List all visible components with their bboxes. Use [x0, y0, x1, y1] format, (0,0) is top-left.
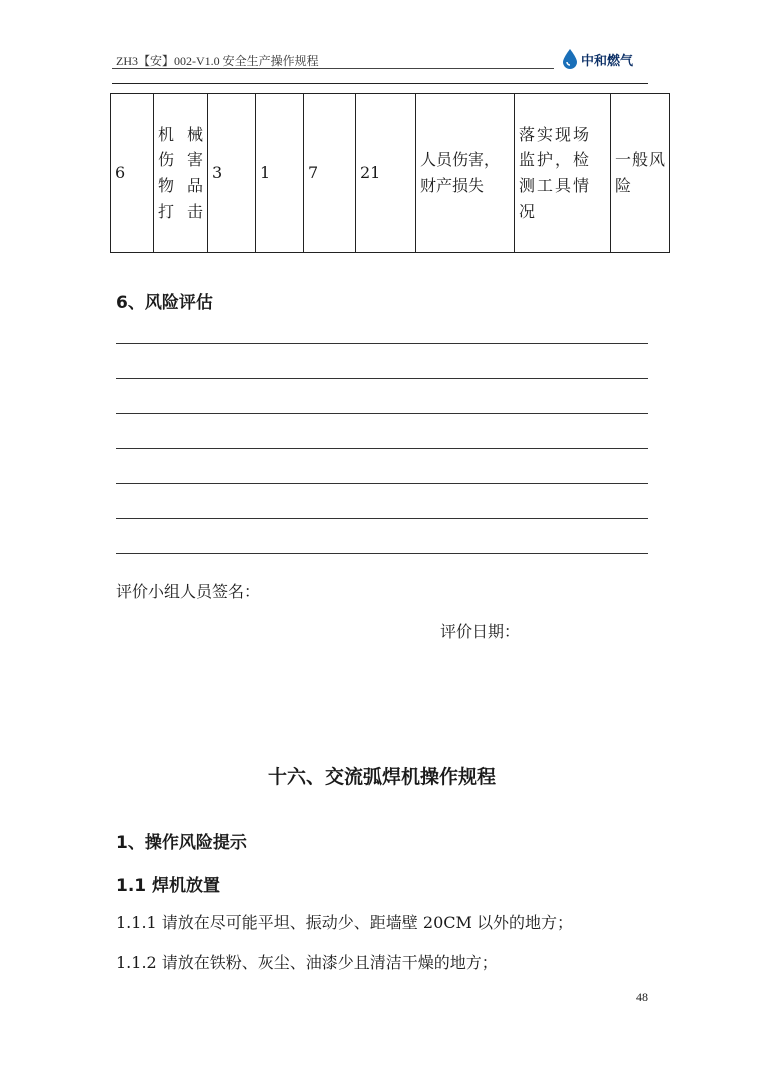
logo-text: 中和燃气: [581, 53, 634, 69]
blank-line: [116, 343, 648, 344]
company-logo: [562, 44, 654, 74]
cell-level: 一般风险: [611, 94, 670, 253]
header-rule-bottom: [112, 83, 648, 84]
water-drop-icon: [562, 48, 578, 70]
cell-c: 7: [304, 94, 356, 253]
cell-l: 3: [208, 94, 256, 253]
blank-line: [116, 553, 648, 554]
paragraph-1-1-2: 1.1.2 请放在铁粉、灰尘、油漆少且清洁干燥的地方；: [116, 953, 498, 972]
cell-e: 1: [256, 94, 304, 253]
blank-line: [116, 483, 648, 484]
table-row: [111, 94, 670, 253]
blank-line: [116, 518, 648, 519]
risk-table: [110, 93, 670, 253]
blank-line: [116, 378, 648, 379]
cell-no: 6: [111, 94, 154, 253]
page-number: 48: [636, 990, 648, 1004]
date-label: 评价日期：: [440, 622, 521, 641]
header-rule: [112, 68, 554, 69]
cell-hazard: 机械伤害物品打击: [154, 94, 208, 253]
subheading-risk-tips: 1、操作风险提示: [116, 833, 247, 853]
section-title: 十六、交流弧焊机操作规程: [267, 766, 496, 788]
blank-line: [116, 448, 648, 449]
paragraph-1-1-1: 1.1.1 请放在尽可能平坦、振动少、距墙壁 20CM 以外的地方；: [116, 913, 573, 932]
section-heading-risk-assessment: 6、风险评估: [116, 293, 213, 313]
signature-label: 评价小组人员签名：: [116, 582, 261, 601]
header-doc-code: ZH3【安】002-V1.0 安全生产操作规程: [116, 54, 319, 68]
cell-consequence: 人员伤害，财产损失: [416, 94, 515, 253]
cell-measures: 落实现场监护，检测工具情况: [515, 94, 611, 253]
cell-d: 21: [356, 94, 416, 253]
blank-line: [116, 413, 648, 414]
subheading-placement: 1.1 焊机放置: [116, 876, 221, 896]
